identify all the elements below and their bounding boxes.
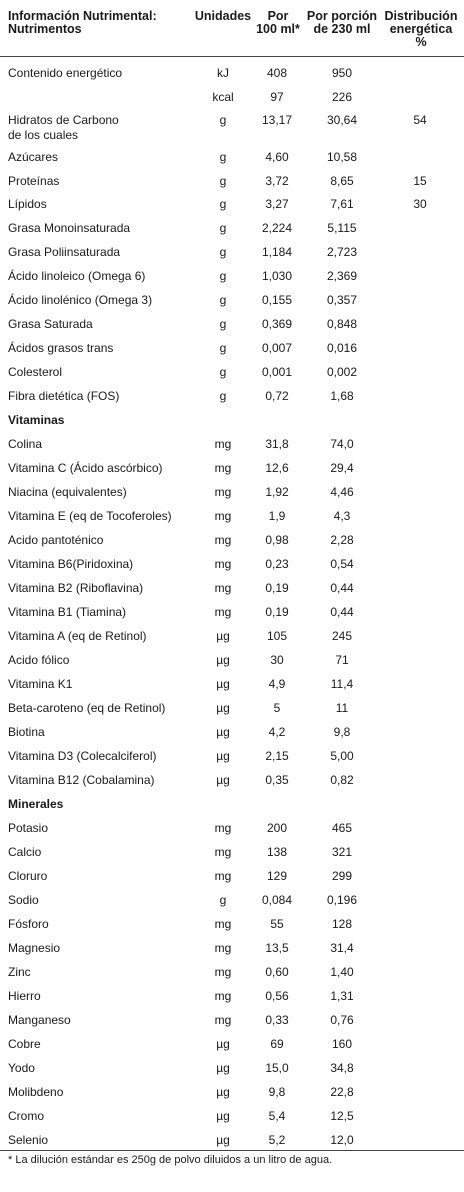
- per100-cell: 408: [266, 66, 288, 80]
- portion-cell: 10,58: [326, 150, 358, 164]
- portion-cell: 0,002: [326, 365, 358, 379]
- unit-cell: µg: [216, 1037, 230, 1051]
- unit-cell: g: [219, 174, 227, 188]
- nutrient-name: [8, 150, 218, 165]
- per100-cell: 15,0: [265, 1061, 289, 1075]
- portion-cell: 0,82: [330, 773, 354, 787]
- portion-cell: 9,8: [333, 725, 351, 739]
- footer-divider: [0, 1150, 464, 1151]
- col-header-per100: [252, 10, 304, 36]
- unit-cell: µg: [216, 677, 230, 691]
- nutrient-name: [8, 1061, 218, 1076]
- nutrient-name-line: Proteínas: [8, 174, 60, 188]
- unit-cell: µg: [216, 629, 230, 643]
- nutrient-name-line: Grasa Saturada: [8, 317, 93, 331]
- portion-cell: 245: [331, 629, 353, 643]
- nutrient-name-line: Cloruro: [8, 869, 48, 883]
- nutrient-name-line: Yodo: [8, 1061, 35, 1075]
- per100-cell: 4,60: [265, 150, 289, 164]
- col-per100-line-1: Por: [267, 9, 289, 23]
- per100-cell: 13,5: [265, 941, 289, 955]
- nutrient-name-line: Hierro: [8, 989, 41, 1003]
- portion-cell: 0,016: [326, 341, 358, 355]
- col-header-energy-dist: [380, 10, 462, 49]
- portion-cell: 4,46: [330, 485, 354, 499]
- nutrient-name-line: Sodio: [8, 893, 39, 907]
- nutrient-name: [8, 725, 218, 740]
- title-line-2: Nutrimentos: [8, 22, 82, 36]
- unit-cell: mg: [214, 437, 232, 451]
- per100-cell: 0,19: [265, 581, 289, 595]
- per100-cell: 105: [266, 629, 288, 643]
- nutrient-name-line: Vitaminas: [8, 413, 65, 427]
- col-header-units: [192, 10, 254, 23]
- nutrient-name: [8, 197, 218, 212]
- per100-cell: 9,8: [268, 1085, 286, 1099]
- per100-cell: 97: [270, 90, 284, 104]
- nutrient-name: [8, 845, 218, 860]
- per100-cell: 200: [266, 821, 288, 835]
- nutrient-name: [8, 1109, 218, 1124]
- nutrient-name-line: Vitamina B12 (Cobalamina): [8, 773, 155, 787]
- header-divider: [0, 56, 464, 57]
- per100-cell: 5,4: [268, 1109, 286, 1123]
- col-dist-line-2: energética: [389, 22, 453, 36]
- nutrient-name-line: Azúcares: [8, 150, 59, 164]
- unit-cell: g: [219, 269, 227, 283]
- portion-cell: 74,0: [330, 437, 354, 451]
- col-per100-line-2: 100 ml*: [256, 22, 300, 36]
- unit-cell: mg: [214, 917, 232, 931]
- table-title: [8, 10, 198, 36]
- unit-cell: g: [219, 221, 227, 235]
- unit-cell: g: [219, 317, 227, 331]
- per100-cell: 12,6: [265, 461, 289, 475]
- unit-cell: µg: [216, 1061, 230, 1075]
- per100-cell: 0,007: [261, 341, 293, 355]
- nutrient-name: [8, 174, 218, 189]
- nutrient-name: [8, 893, 218, 908]
- portion-cell: 321: [331, 845, 353, 859]
- per100-cell: 0,23: [265, 557, 289, 571]
- unit-cell: mg: [214, 485, 232, 499]
- per100-cell: 2,224: [261, 221, 293, 235]
- nutrient-name-line: Vitamina B2 (Riboflavina): [8, 581, 144, 595]
- nutrient-name-line: Ácidos grasos trans: [8, 341, 114, 355]
- portion-cell: 5,115: [327, 221, 357, 235]
- nutrient-name-line: Cobre: [8, 1037, 41, 1051]
- nutrient-name-line: Contenido energético: [8, 66, 123, 80]
- col-header-portion: [300, 10, 384, 36]
- nutrient-name-line: Selenio: [8, 1133, 49, 1147]
- portion-cell: 0,196: [326, 893, 358, 907]
- per100-cell: 138: [266, 845, 288, 859]
- per100-cell: 0,001: [261, 365, 293, 379]
- unit-cell: g: [219, 197, 227, 211]
- nutrient-name-line: Vitamina C (Ácido ascórbico): [8, 461, 163, 475]
- portion-cell: 0,44: [330, 605, 354, 619]
- portion-cell: 31,4: [330, 941, 354, 955]
- unit-cell: µg: [216, 1133, 230, 1147]
- section-title: [8, 413, 218, 428]
- energy-dist-cell: 15: [413, 174, 427, 188]
- nutrient-name: [8, 437, 218, 452]
- unit-cell: µg: [216, 773, 230, 787]
- unit-cell: µg: [216, 701, 230, 715]
- unit-cell: g: [219, 389, 227, 403]
- unit-cell: mg: [214, 989, 232, 1003]
- portion-cell: 160: [331, 1037, 353, 1051]
- nutrient-name: [8, 1013, 218, 1028]
- nutrient-name-line: Fósforo: [8, 917, 49, 931]
- portion-cell: 1,68: [330, 389, 354, 403]
- nutrient-name: [8, 1133, 218, 1148]
- portion-cell: 1,31: [330, 989, 354, 1003]
- nutrient-name: [8, 773, 218, 788]
- per100-cell: 1,030: [261, 269, 293, 283]
- per100-cell: 1,184: [261, 245, 293, 259]
- per100-cell: 3,27: [265, 197, 289, 211]
- per100-cell: 31,8: [265, 437, 289, 451]
- per100-cell: 0,60: [265, 965, 289, 979]
- per100-cell: 0,155: [261, 293, 293, 307]
- nutrient-name: [8, 533, 218, 548]
- per100-cell: 129: [266, 869, 288, 883]
- nutrient-name-line: Vitamina E (eq de Tocoferoles): [8, 509, 172, 523]
- unit-cell: mg: [214, 965, 232, 979]
- col-dist-line-1: Distribución: [384, 9, 458, 23]
- col-dist-line-3: %: [415, 35, 427, 49]
- nutrient-name-line: Potasio: [8, 821, 49, 835]
- unit-cell: mg: [214, 509, 232, 523]
- per100-cell: 13,17: [261, 113, 293, 127]
- unit-cell: µg: [216, 653, 230, 667]
- per100-cell: 5: [273, 701, 281, 715]
- nutrient-name-line: Acido pantoténico: [8, 533, 104, 547]
- per100-cell: 0,35: [265, 773, 289, 787]
- nutrient-name-line: Colesterol: [8, 365, 63, 379]
- nutrient-name: [8, 269, 218, 284]
- nutrient-name-line: Lípidos: [8, 197, 47, 211]
- nutrient-name-line: Manganeso: [8, 1013, 71, 1027]
- nutrient-name-line-2: de los cuales: [8, 128, 79, 142]
- unit-cell: µg: [216, 749, 230, 763]
- unit-cell: mg: [214, 581, 232, 595]
- unit-cell: g: [219, 893, 227, 907]
- nutrient-name-line: Fibra dietética (FOS): [8, 389, 120, 403]
- portion-cell: 299: [331, 869, 353, 883]
- per100-cell: 3,72: [265, 174, 289, 188]
- nutrient-name: [8, 749, 218, 764]
- per100-cell: 0,084: [261, 893, 293, 907]
- portion-cell: 0,357: [326, 293, 358, 307]
- nutrient-name-line: Vitamina D3 (Colecalciferol): [8, 749, 157, 763]
- unit-cell: mg: [214, 533, 232, 547]
- nutrient-name-line: Cromo: [8, 1109, 45, 1123]
- nutrient-name: [8, 653, 218, 668]
- nutrient-name-line: Ácido linoleico (Omega 6): [8, 269, 146, 283]
- unit-cell: mg: [214, 821, 232, 835]
- portion-cell: 71: [335, 653, 349, 667]
- section-title: [8, 797, 218, 812]
- per100-cell: 0,33: [265, 1013, 289, 1027]
- unit-cell: g: [219, 245, 227, 259]
- nutrient-name: [8, 965, 218, 980]
- nutrient-name-line: Minerales: [8, 797, 64, 811]
- nutrient-name: [8, 461, 218, 476]
- nutrient-name-line: Niacina (equivalentes): [8, 485, 127, 499]
- unit-cell: mg: [214, 557, 232, 571]
- unit-cell: mg: [214, 941, 232, 955]
- nutrient-name: [8, 557, 218, 572]
- nutrient-name: [8, 869, 218, 884]
- nutrient-name: [8, 389, 218, 404]
- portion-cell: 5,00: [330, 749, 354, 763]
- per100-cell: 5,2: [268, 1133, 286, 1147]
- nutrient-name: [8, 581, 218, 596]
- portion-cell: 7,61: [330, 197, 354, 211]
- nutrient-name: [8, 1085, 218, 1100]
- portion-cell: 950: [331, 66, 353, 80]
- portion-cell: 11,4: [330, 677, 354, 691]
- portion-cell: 0,44: [330, 581, 354, 595]
- nutrient-name-line: Grasa Monoinsaturada: [8, 221, 131, 235]
- nutrient-name: [8, 821, 218, 836]
- nutrient-name-line: Acido fólico: [8, 653, 70, 667]
- unit-cell: kJ: [217, 66, 229, 80]
- nutrient-name-line: Colina: [8, 437, 43, 451]
- nutrient-name-line: Vitamina K1: [8, 677, 73, 691]
- unit-cell: µg: [216, 1109, 230, 1123]
- title-line-1: Información Nutrimental:: [8, 9, 157, 23]
- portion-cell: 2,28: [330, 533, 354, 547]
- per100-cell: 4,2: [268, 725, 286, 739]
- unit-cell: g: [219, 365, 227, 379]
- nutrient-name-line: Vitamina B1 (Tiamina): [8, 605, 127, 619]
- unit-cell: µg: [216, 725, 230, 739]
- portion-cell: 11: [335, 701, 349, 715]
- unit-cell: mg: [214, 605, 232, 619]
- nutrient-name: [8, 917, 218, 932]
- nutrient-name: [8, 293, 218, 308]
- energy-dist-cell: 54: [413, 113, 427, 127]
- per100-cell: 0,369: [261, 317, 293, 331]
- col-units-label: Unidades: [194, 9, 252, 23]
- per100-cell: 0,72: [265, 389, 289, 403]
- nutrient-name-line: Biotina: [8, 725, 45, 739]
- nutrient-name: [8, 66, 218, 81]
- portion-cell: 8,65: [330, 174, 354, 188]
- portion-cell: 128: [331, 917, 353, 931]
- nutrient-name: [8, 113, 218, 143]
- per100-cell: 30: [270, 653, 284, 667]
- portion-cell: 0,54: [330, 557, 354, 571]
- unit-cell: µg: [216, 1085, 230, 1099]
- portion-cell: 1,40: [330, 965, 354, 979]
- portion-cell: 226: [331, 90, 353, 104]
- portion-cell: 2,723: [326, 245, 358, 259]
- portion-cell: 34,8: [330, 1061, 354, 1075]
- per100-cell: 2,15: [265, 749, 289, 763]
- nutrient-name: [8, 341, 218, 356]
- per100-cell: 1,9: [268, 509, 286, 523]
- nutrient-name-line: Vitamina A (eq de Retinol): [8, 629, 147, 643]
- nutrient-name: [8, 1037, 218, 1052]
- unit-cell: kcal: [212, 90, 234, 104]
- nutrient-name-line: Vitamina B6(Piridoxina): [8, 557, 134, 571]
- unit-cell: mg: [214, 869, 232, 883]
- portion-cell: 29,4: [330, 461, 354, 475]
- nutrient-name: [8, 605, 218, 620]
- portion-cell: 12,0: [330, 1133, 354, 1147]
- unit-cell: mg: [214, 1013, 232, 1027]
- per100-cell: 69: [270, 1037, 284, 1051]
- portion-cell: 0,76: [330, 1013, 354, 1027]
- portion-cell: 30,64: [326, 113, 358, 127]
- nutrient-name: [8, 701, 218, 716]
- portion-cell: 2,369: [326, 269, 358, 283]
- nutrient-name: [8, 317, 218, 332]
- unit-cell: g: [219, 113, 227, 127]
- nutrient-name-line: Calcio: [8, 845, 42, 859]
- nutrient-name-line: Ácido linolénico (Omega 3): [8, 293, 153, 307]
- per100-cell: 0,56: [265, 989, 289, 1003]
- unit-cell: mg: [214, 461, 232, 475]
- per100-cell: 0,98: [265, 533, 289, 547]
- nutrient-name: [8, 485, 218, 500]
- portion-cell: 22,8: [330, 1085, 354, 1099]
- unit-cell: mg: [214, 845, 232, 859]
- nutrient-name: [8, 365, 218, 380]
- nutrient-name: [8, 245, 218, 260]
- nutrient-name-line: Magnesio: [8, 941, 61, 955]
- portion-cell: 4,3: [333, 509, 351, 523]
- nutrient-name: [8, 989, 218, 1004]
- nutrient-name: [8, 941, 218, 956]
- col-portion-line-1: Por porción: [306, 9, 378, 23]
- nutrient-name: [8, 509, 218, 524]
- nutrient-name-line: Hidratos de Carbono: [8, 113, 119, 127]
- nutrient-name-line: Grasa Poliinsaturada: [8, 245, 121, 259]
- per100-cell: 55: [270, 917, 284, 931]
- unit-cell: g: [219, 341, 227, 355]
- nutrient-name-line: Beta-caroteno (eq de Retinol): [8, 701, 166, 715]
- nutrient-name: [8, 221, 218, 236]
- col-portion-line-2: de 230 ml: [313, 22, 371, 36]
- nutrient-name-line: Zinc: [8, 965, 31, 979]
- unit-cell: g: [219, 150, 227, 164]
- per100-cell: 4,9: [268, 677, 286, 691]
- footnote: * La dilución estándar es 250g de polvo diluidos a un litro de agua.: [8, 1154, 333, 1166]
- portion-cell: 12,5: [330, 1109, 354, 1123]
- per100-cell: 0,19: [265, 605, 289, 619]
- nutrient-name: [8, 629, 218, 644]
- unit-cell: g: [219, 293, 227, 307]
- portion-cell: 0,848: [326, 317, 358, 331]
- energy-dist-cell: 30: [413, 197, 427, 211]
- per100-cell: 1,92: [265, 485, 289, 499]
- nutrient-name-line: Molibdeno: [8, 1085, 64, 1099]
- portion-cell: 465: [331, 821, 353, 835]
- nutrient-name: [8, 677, 218, 692]
